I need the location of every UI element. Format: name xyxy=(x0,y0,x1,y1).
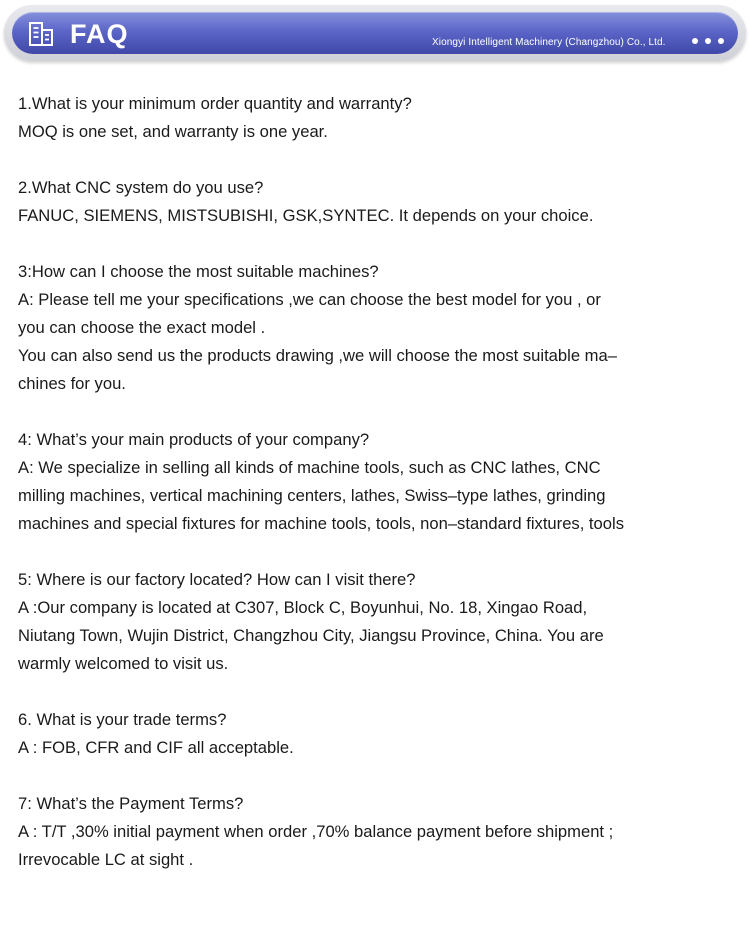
dot-icon xyxy=(718,38,724,44)
faq-answer-line: MOQ is one set, and warranty is one year. xyxy=(18,122,328,141)
faq-answer-line: A: We specialize in selling all kinds of machine tools, such as CNC lathes, CNC xyxy=(18,458,601,477)
faq-question: 6. What is your trade terms? xyxy=(18,710,227,729)
header-banner xyxy=(0,5,750,63)
faq-answer-line: you can choose the exact model . xyxy=(18,318,266,337)
faq-answer-line: You can also send us the products drawing ,we will choose the most suitable ma– xyxy=(18,346,617,365)
faq-answer-line: Irrevocable LC at sight . xyxy=(18,850,194,869)
faq-answer-line: A :Our company is located at C307, Block C, Boyunhui, No. 18, Xingao Road, xyxy=(18,598,588,617)
faq-item xyxy=(18,426,742,538)
decorative-dots xyxy=(692,38,724,44)
faq-question: 5: Where is our factory located? How can I visit there? xyxy=(18,570,416,589)
faq-item xyxy=(18,790,742,874)
faq-answer-line: milling machines, vertical machining centers, lathes, Swiss–type lathes, grinding xyxy=(18,486,606,505)
dot-icon xyxy=(692,38,698,44)
faq-answer-line: A : T/T ,30% initial payment when order ,70% balance payment before shipment ; xyxy=(18,822,614,841)
faq-answer-line: A : FOB, CFR and CIF all acceptable. xyxy=(18,738,294,757)
faq-answer-line: chines for you. xyxy=(18,374,126,393)
faq-list xyxy=(18,90,742,902)
faq-answer-line: A: Please tell me your specifications ,we can choose the best model for you , or xyxy=(18,290,601,309)
company-name: Xiongyi Intelligent Machinery (Changzhou) Co., Ltd. xyxy=(432,37,666,48)
faq-item xyxy=(18,566,742,678)
faq-question: 2.What CNC system do you use? xyxy=(18,178,264,197)
faq-question: 1.What is your minimum order quantity and warranty? xyxy=(18,94,412,113)
faq-question: 4: What’s your main products of your company? xyxy=(18,430,370,449)
faq-answer-line: FANUC, SIEMENS, MISTSUBISHI, GSK,SYNTEC. It depends on your choice. xyxy=(18,206,594,225)
dot-icon xyxy=(705,38,711,44)
faq-item xyxy=(18,258,742,398)
building-icon xyxy=(28,21,54,47)
faq-question: 3:How can I choose the most suitable machines? xyxy=(18,262,379,281)
faq-item xyxy=(18,706,742,762)
faq-answer-line: warmly welcomed to visit us. xyxy=(18,654,229,673)
page-title: FAQ xyxy=(70,19,129,49)
faq-question: 7: What’s the Payment Terms? xyxy=(18,794,244,813)
faq-answer-line: machines and special fixtures for machine tools, tools, non–standard fixtures, tools xyxy=(18,514,624,533)
faq-item xyxy=(18,90,742,146)
faq-answer-line: Niutang Town, Wujin District, Changzhou City, Jiangsu Province, China. You are xyxy=(18,626,604,645)
faq-item xyxy=(18,174,742,230)
